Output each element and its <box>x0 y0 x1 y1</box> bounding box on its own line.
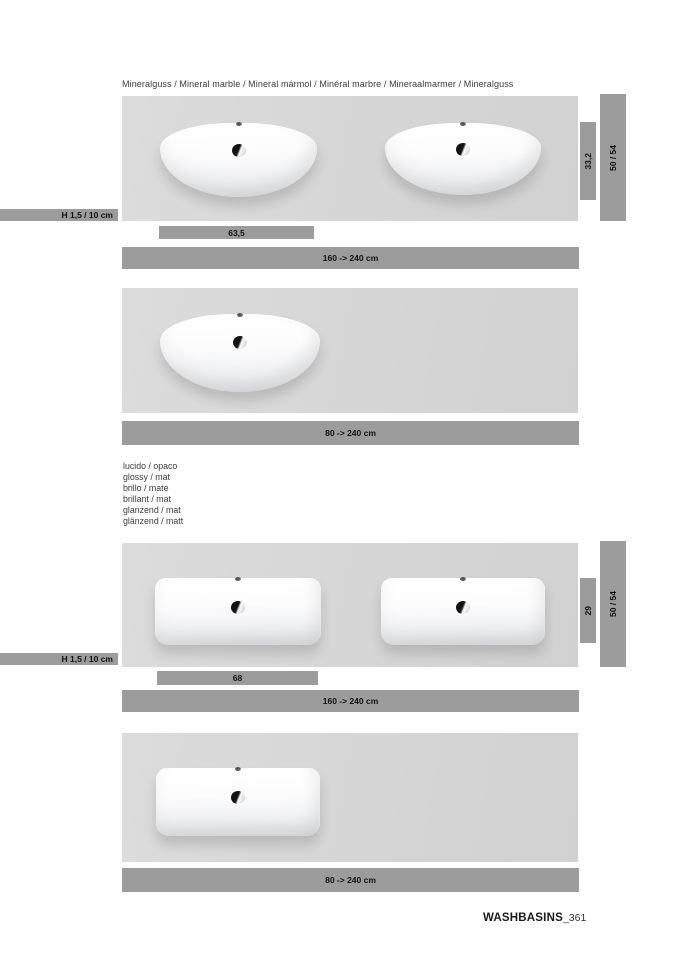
render-panel-glossy-double <box>122 543 578 667</box>
dimension-width-range-label: 160 -> 240 cm <box>322 696 379 706</box>
dimension-total-depth <box>600 541 626 667</box>
dimension-width-range <box>122 247 579 269</box>
render-panel-mineral-single <box>122 288 578 413</box>
dimension-basin-width-label: 63,5 <box>228 227 245 238</box>
page-footer <box>483 912 586 924</box>
washbasin-rect-left <box>155 578 321 645</box>
faucet-hole-icon <box>460 122 466 126</box>
finish-option: lucido / opaco <box>123 461 178 471</box>
dimension-height-label: H 1,5 / 10 cm <box>61 654 113 664</box>
dimension-basin-width <box>157 671 318 685</box>
drain-icon <box>456 143 470 156</box>
drain-icon <box>232 144 246 157</box>
faucet-hole-icon <box>235 767 241 771</box>
finish-option: glanzend / mat <box>123 505 181 515</box>
washbasin-oval-left <box>160 123 317 197</box>
finish-option: brillo / mate <box>123 483 169 493</box>
materials-heading: Mineralguss / Mineral marble / Mineral mármol / Minéral marbre / Mineraalmarmer / Mineralguss <box>122 79 514 89</box>
drain-icon <box>233 336 247 349</box>
dimension-total-depth-label: 50 / 54 <box>608 144 618 171</box>
dimension-height <box>0 653 118 665</box>
dimension-width-range <box>122 868 579 892</box>
dimension-basin-depth <box>580 122 596 200</box>
footer-page-number: _361 <box>562 912 587 924</box>
finish-option: brillant / mat <box>123 494 171 504</box>
dimension-width-range-label: 80 -> 240 cm <box>325 875 376 885</box>
finish-options-list <box>123 461 183 527</box>
washbasin-oval-single <box>160 314 320 392</box>
render-panel-mineral-double <box>122 96 578 221</box>
dimension-width-range <box>122 690 579 712</box>
dimension-basin-depth <box>580 578 596 643</box>
finish-option: glänzend / matt <box>123 516 184 526</box>
faucet-hole-icon <box>237 313 243 317</box>
dimension-width-range-label: 80 -> 240 cm <box>325 428 376 438</box>
dimension-width-range-label: 160 -> 240 cm <box>322 253 379 263</box>
dimension-width-range <box>122 421 579 445</box>
drain-icon <box>231 601 245 614</box>
render-panel-glossy-single <box>122 733 578 862</box>
faucet-hole-icon <box>236 122 242 126</box>
dimension-basin-depth-label: 33,2 <box>583 152 593 170</box>
faucet-hole-icon <box>235 577 241 581</box>
dimension-height <box>0 209 118 221</box>
washbasin-rect-single <box>156 768 320 836</box>
dimension-basin-depth-label: 29 <box>583 605 593 616</box>
drain-icon <box>231 791 245 804</box>
drain-icon <box>456 601 470 614</box>
washbasin-rect-right <box>381 578 545 645</box>
footer-category-title: WASHBASINS <box>483 912 563 924</box>
finish-option: glossy / mat <box>123 472 170 482</box>
dimension-total-depth <box>600 94 626 221</box>
dimension-total-depth-label: 50 / 54 <box>608 591 618 617</box>
washbasin-oval-right <box>385 123 541 195</box>
faucet-hole-icon <box>460 577 466 581</box>
dimension-basin-width <box>159 226 314 239</box>
dimension-basin-width-label: 68 <box>232 673 243 683</box>
dimension-height-label: H 1,5 / 10 cm <box>61 210 113 220</box>
